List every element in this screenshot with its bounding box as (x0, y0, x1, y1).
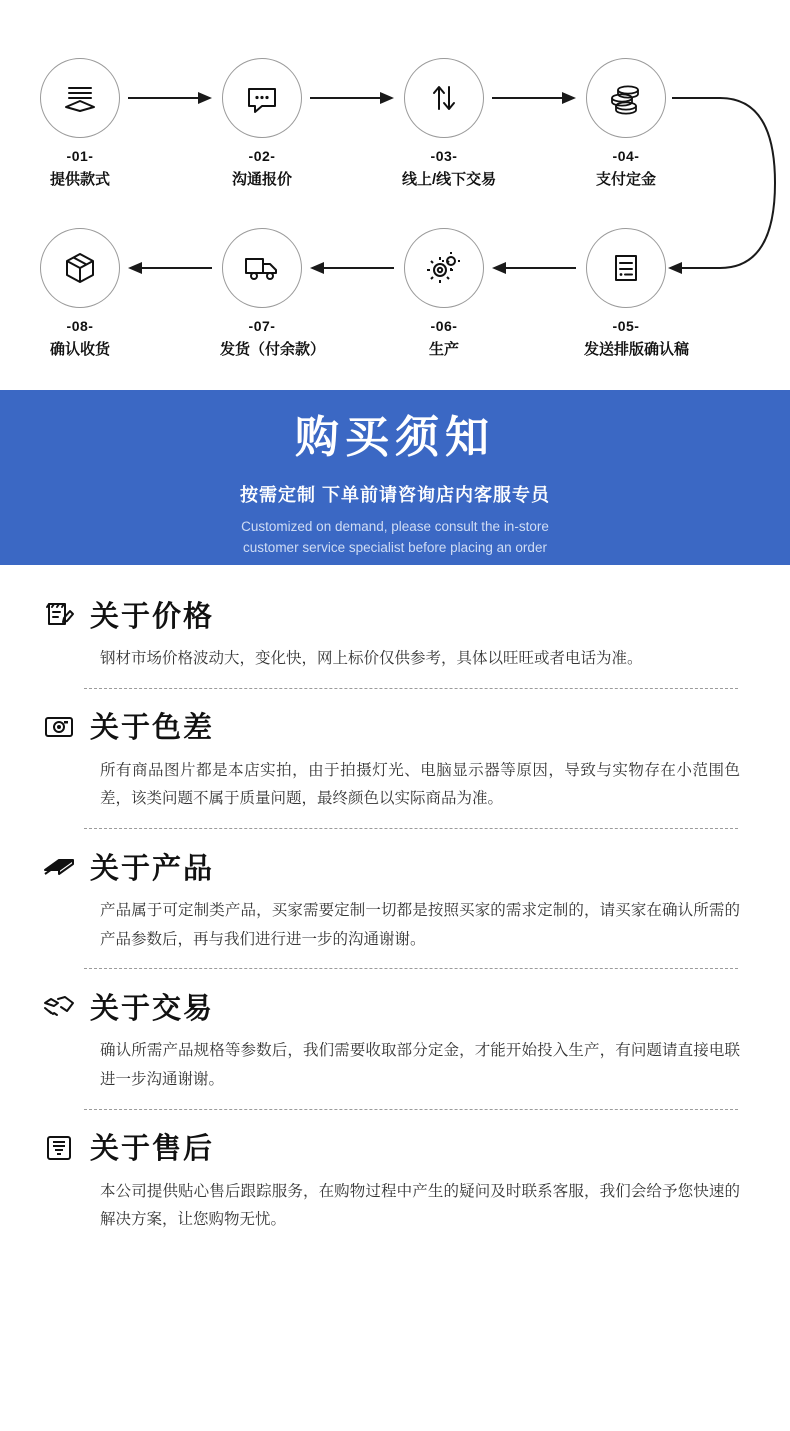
flow-step-number: -01- (66, 148, 94, 164)
notice-heading: 关于价格 (90, 600, 215, 633)
flow-step-7 (220, 228, 326, 359)
notice-item-color (42, 703, 748, 829)
package-box-icon (40, 228, 120, 308)
notice-item-after-sales (42, 1124, 748, 1235)
flow-step-label: 确认收货 (49, 341, 110, 358)
flow-step-number: -04- (612, 148, 640, 164)
notice-body: 所有商品图片都是本店实拍，由于拍摄灯光、电脑显示器等原因，导致与实物存在小范围色差，该类问题不属于质量问题，最终颜色以实际商品为准。 (100, 761, 740, 808)
flow-step-4 (584, 58, 668, 189)
process-flow-section (0, 0, 790, 390)
notice-body: 产品属于可定制类产品，买家需要定制一切都是按照买家的需求定制的，请买家在确认所需的产品参数后，再与我们进行进一步的沟通谢谢。 (100, 902, 740, 948)
flow-step-number: -07- (248, 318, 276, 334)
flow-step-5 (584, 228, 690, 359)
notice-divider (84, 688, 738, 689)
style-sheets-icon (40, 58, 120, 138)
notice-heading: 关于交易 (90, 992, 215, 1025)
flow-step-label: 生产 (428, 341, 459, 358)
flow-step-6 (402, 228, 486, 359)
notice-divider (84, 828, 738, 829)
notice-header (42, 1124, 748, 1170)
flow-step-label: 发送排版确认稿 (584, 341, 690, 358)
notice-list (0, 565, 790, 1235)
flow-step-number: -05- (612, 318, 640, 334)
flow-step-label: 支付定金 (595, 171, 656, 188)
notice-header (42, 591, 748, 637)
coins-stack-icon (586, 58, 666, 138)
after-sales-icon (42, 1130, 76, 1164)
flow-step-label: 线上/线下交易 (402, 171, 497, 188)
flow-step-number: -06- (430, 318, 458, 334)
notice-item-product (42, 843, 748, 969)
flow-step-2 (220, 58, 304, 189)
notice-header (42, 983, 748, 1029)
notice-body: 确认所需产品规格等参数后，我们需要收取部分定金，才能开始投入生产，有问题请直接电联进一步沟通谢谢。 (100, 1042, 740, 1089)
banner-subtitle-cn: 按需定制 下单前请咨询店内客服专员 (240, 484, 550, 505)
truck-icon (222, 228, 302, 308)
banner-subtitle-en (0, 517, 790, 559)
purchase-notice-banner (0, 390, 790, 565)
notice-item-transaction (42, 983, 748, 1109)
camera-icon (42, 709, 76, 743)
gears-icon (404, 228, 484, 308)
notice-heading: 关于产品 (90, 852, 215, 885)
chat-bubble-icon (222, 58, 302, 138)
notice-heading: 关于色差 (90, 712, 215, 745)
flow-step-label: 发货（付余款） (220, 341, 326, 358)
flow-step-number: -08- (66, 318, 94, 334)
flow-step-label: 提供款式 (49, 171, 110, 188)
notice-header (42, 703, 748, 749)
notice-body: 钢材市场价格波动大，变化快，网上标价仅供参考，具体以旺旺或者电话为准。 (100, 650, 643, 667)
flow-step-number: -02- (248, 148, 276, 164)
notice-header (42, 843, 748, 889)
notice-divider (84, 968, 738, 969)
flow-step-1 (38, 58, 122, 189)
flow-step-label: 沟通报价 (231, 171, 292, 188)
steel-plate-icon (42, 849, 76, 883)
notice-body: 本公司提供贴心售后跟踪服务，在购物过程中产生的疑问及时联系客服，我们会给予您快速的解决方案，让您购物无忧。 (100, 1182, 740, 1229)
notice-item-price (42, 591, 748, 689)
flow-step-3 (402, 58, 497, 189)
notice-divider (84, 1109, 738, 1110)
handshake-icon (42, 989, 76, 1023)
banner-subtitle-en-line1: Customized on demand, please consult the in-store (241, 518, 549, 534)
price-tag-note-icon (42, 597, 76, 631)
banner-title: 购买须知 (295, 413, 495, 462)
notice-heading: 关于售后 (90, 1133, 215, 1166)
document-icon (586, 228, 666, 308)
flow-step-number: -03- (430, 148, 458, 164)
flow-step-8 (38, 228, 122, 359)
banner-subtitle-en-line2: customer service specialist before placing an order (243, 539, 547, 555)
exchange-arrows-icon (404, 58, 484, 138)
